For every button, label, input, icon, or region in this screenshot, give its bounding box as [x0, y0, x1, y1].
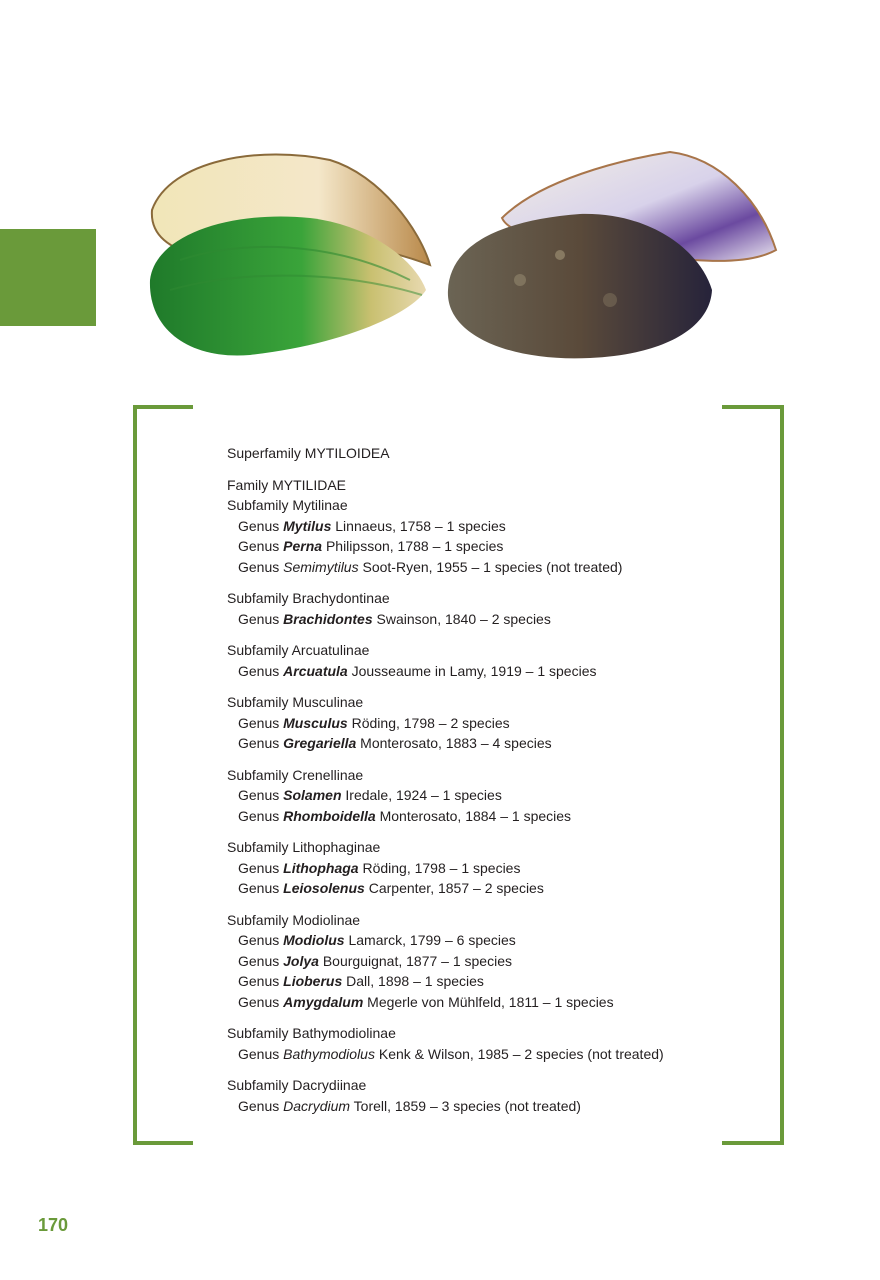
genus-entry [227, 1096, 707, 1117]
genus-prefix: Genus [238, 880, 284, 896]
genus-entry [227, 930, 707, 951]
genus-entry [227, 609, 707, 630]
genus-authority: Kenk & Wilson, 1985 – 2 species (not treated) [374, 1045, 664, 1062]
bracket-left [133, 405, 193, 1145]
subfamily-label: Subfamily Brachydontinae [227, 590, 390, 606]
genus-entry [227, 1044, 707, 1065]
genus-prefix: Genus [238, 952, 284, 969]
subfamily-label: Subfamily Bathymodiolinae [227, 1025, 396, 1041]
genus-authority: Swainson, 1840 – 2 species [372, 610, 551, 627]
genus-authority: Jousseaume in Lamy, 1919 – 1 species [347, 662, 597, 679]
genus-entry [227, 713, 707, 734]
genus-authority: Dall, 1898 – 1 species [342, 973, 484, 989]
subfamily-label: Subfamily Dacrydiinae [227, 1077, 367, 1093]
genus-prefix: Genus [238, 973, 284, 989]
genus-authority: Megerle von Mühlfeld, 1811 – 1 species [363, 993, 614, 1010]
genus-entry [227, 878, 707, 899]
subfamily-label: Subfamily Musculinae [227, 694, 364, 710]
genus-name: Lithophaga [283, 859, 359, 876]
bracket-right [722, 405, 784, 1145]
genus-name: Rhomboidella [283, 807, 376, 824]
genus-name: Gregariella [283, 735, 357, 751]
genus-authority: Iredale, 1924 – 1 species [341, 787, 502, 803]
genus-entry [227, 661, 707, 682]
green-mussel-photo [150, 154, 430, 355]
genus-name: Arcuatula [283, 662, 348, 679]
genus-name: Modiolus [283, 932, 345, 948]
genus-entry [227, 557, 707, 578]
genus-authority: Röding, 1798 – 2 species [347, 714, 510, 731]
genus-prefix: Genus [238, 1097, 284, 1114]
mussel-shells-illustration [140, 140, 790, 370]
genus-prefix: Genus [238, 662, 284, 679]
superfamily-heading: Superfamily MYTILOIDEA [227, 445, 390, 461]
genus-authority: Carpenter, 1857 – 2 species [364, 880, 544, 896]
genus-authority: Soot-Ryen, 1955 – 1 species (not treated) [358, 558, 623, 575]
genus-name: Semimytilus [283, 558, 359, 575]
subfamily-label: Subfamily Crenellinae [227, 766, 364, 783]
genus-authority: Monterosato, 1883 – 4 species [356, 735, 552, 751]
subfamily-label: Subfamily Lithophaginae [227, 839, 381, 855]
subfamily-label: Subfamily Modiolinae [227, 911, 361, 928]
genus-name: Perna [283, 538, 323, 554]
genus-authority: Linnaeus, 1758 – 1 species [331, 517, 506, 534]
genus-prefix: Genus [238, 558, 284, 575]
taxonomy-list [227, 443, 707, 1116]
genus-entry [227, 992, 707, 1013]
genus-authority: Bourguignat, 1877 – 1 species [318, 952, 512, 969]
genus-entry [227, 516, 707, 537]
page-number: 170 [38, 1215, 69, 1235]
genus-entry [227, 951, 707, 972]
genus-prefix: Genus [238, 859, 284, 876]
genus-entry [227, 733, 707, 754]
genus-prefix: Genus [238, 538, 284, 554]
subfamily-label: Subfamily Mytilinae [227, 497, 348, 513]
genus-prefix: Genus [238, 932, 284, 948]
genus-name: Lioberus [283, 973, 343, 989]
family-heading: Family MYTILIDAE [227, 476, 347, 493]
genus-name: Solamen [283, 787, 342, 803]
chapter-tab-marker [0, 229, 96, 326]
genus-name: Bathymodiolus [283, 1045, 375, 1062]
genus-prefix: Genus [238, 714, 284, 731]
genus-name: Mytilus [283, 517, 332, 534]
subfamily-list [227, 495, 707, 1116]
genus-authority: Torell, 1859 – 3 species (not treated) [350, 1097, 581, 1114]
genus-name: Dacrydium [283, 1097, 351, 1114]
genus-entry [227, 536, 707, 557]
genus-authority: Monterosato, 1884 – 1 species [375, 807, 572, 824]
genus-prefix: Genus [238, 807, 284, 824]
genus-prefix: Genus [238, 735, 284, 751]
genus-prefix: Genus [238, 610, 284, 627]
genus-authority: Lamarck, 1799 – 6 species [344, 932, 516, 948]
genus-prefix: Genus [238, 787, 284, 803]
genus-name: Musculus [283, 714, 348, 731]
genus-entry [227, 785, 707, 806]
genus-name: Brachidontes [283, 610, 373, 627]
subfamily-label: Subfamily Arcuatulinae [227, 642, 370, 658]
brown-mussel-photo [448, 152, 776, 358]
genus-prefix: Genus [238, 517, 284, 534]
genus-name: Amygdalum [283, 993, 364, 1010]
genus-entry [227, 806, 707, 827]
genus-prefix: Genus [238, 993, 284, 1010]
genus-name: Jolya [283, 952, 319, 969]
genus-authority: Philipsson, 1788 – 1 species [322, 538, 504, 554]
genus-name: Leiosolenus [283, 880, 365, 896]
genus-entry [227, 858, 707, 879]
genus-prefix: Genus [238, 1045, 284, 1062]
genus-authority: Röding, 1798 – 1 species [358, 859, 521, 876]
genus-entry [227, 971, 707, 992]
